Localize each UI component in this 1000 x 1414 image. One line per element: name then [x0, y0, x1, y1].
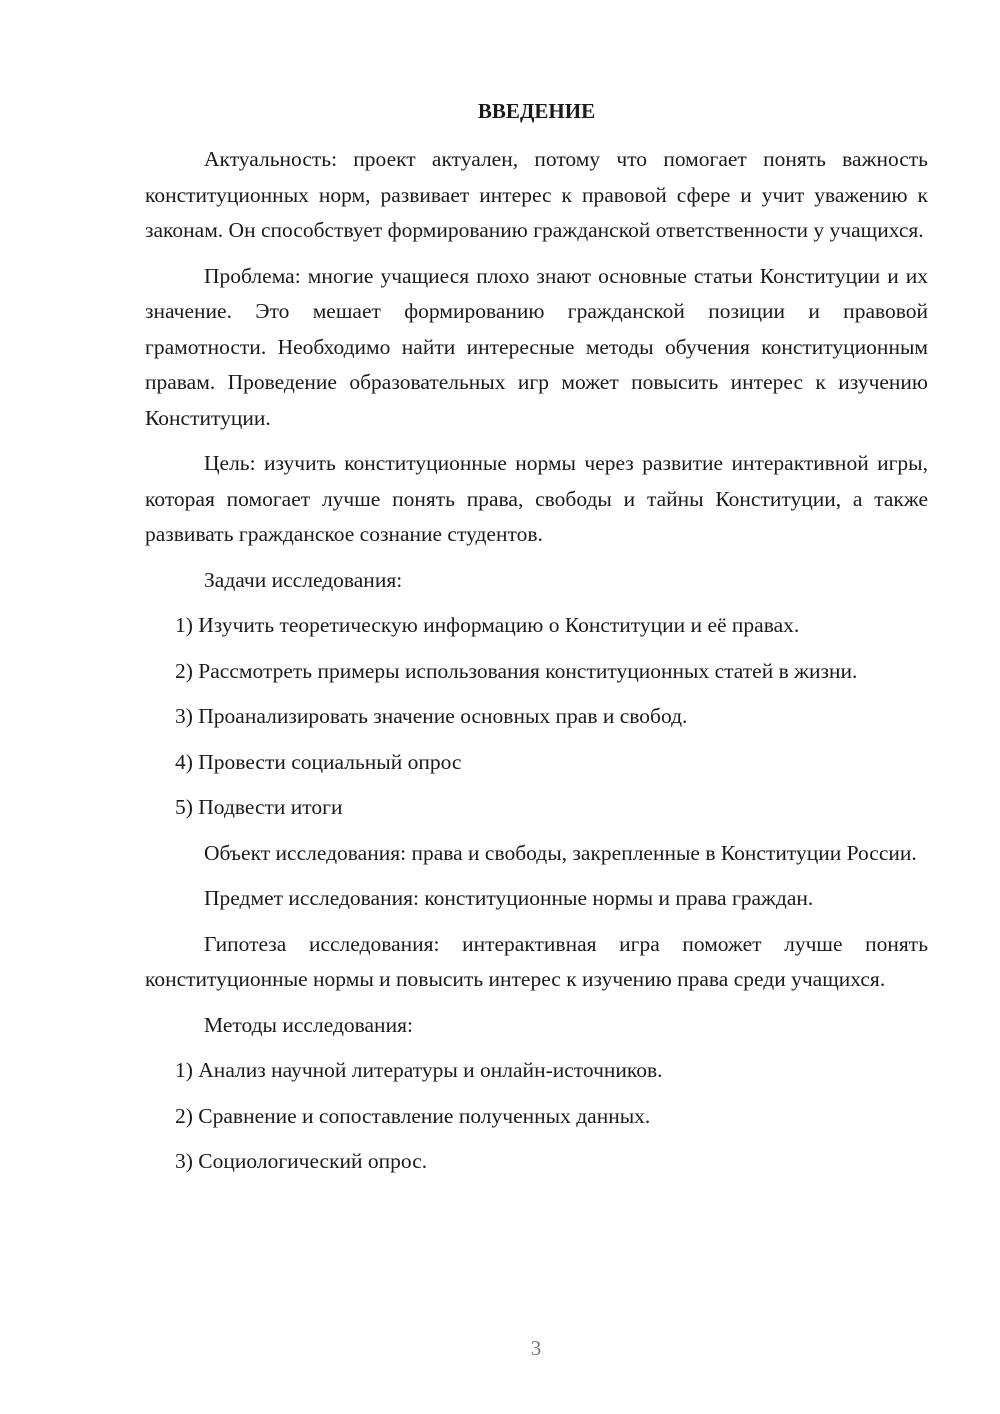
goal-paragraph: Цель: изучить конституционные нормы через развитие интерактивной игры, которая помогает лучше понять права, свободы и тайны Конституции, а также развивать гражданское сознание студентов.: [145, 451, 928, 546]
page-title: ВВЕДЕНИЕ: [477, 99, 596, 123]
hypothesis-paragraph: Гипотеза исследования: интерактивная игра поможет лучше понять конституционные нормы и повысить интерес к изучению права среди учащихся.: [145, 931, 928, 991]
task-item: 5) Подвести итоги: [175, 795, 343, 819]
method-item: 3) Социологический опрос.: [175, 1149, 428, 1173]
task-item: 3) Проанализировать значение основных прав и свобод.: [175, 704, 688, 728]
method-item: 1) Анализ научной литературы и онлайн-источников.: [175, 1058, 663, 1082]
problem-paragraph: Проблема: многие учащиеся плохо знают основные статьи Конституции и их значение. Это мешает формированию гражданской позиции и правовой грамотности. Необходимо найти интересные методы обучения конституционным правам. Проведение образовательных игр может повысить интерес к изучению Конституции.: [145, 263, 928, 430]
task-item: 4) Провести социальный опрос: [175, 749, 462, 774]
page-number: 3: [530, 1336, 542, 1360]
object-paragraph: Объект исследования: права и свободы, закрепленные в Конституции России.: [204, 840, 917, 865]
method-item: 2) Сравнение и сопоставление полученных данных.: [175, 1103, 651, 1128]
methods-heading: Методы исследования:: [204, 1012, 413, 1037]
relevance-paragraph: Актуальность: проект актуален, потому что помогает понять важность конституционных норм, развивает интерес к правовой сфере и учит уважению к законам. Он способствует формированию гражданской ответственности у учащихся.: [145, 147, 928, 242]
subject-paragraph: Предмет исследования: конституционные нормы и права граждан.: [204, 886, 814, 910]
task-item: 2) Рассмотреть примеры использования конституционных статей в жизни.: [175, 658, 858, 683]
tasks-heading: Задачи исследования:: [204, 567, 403, 592]
task-item: 1) Изучить теоретическую информацию о Конституции и её правах.: [175, 613, 800, 637]
document-body: [145, 142, 928, 1190]
